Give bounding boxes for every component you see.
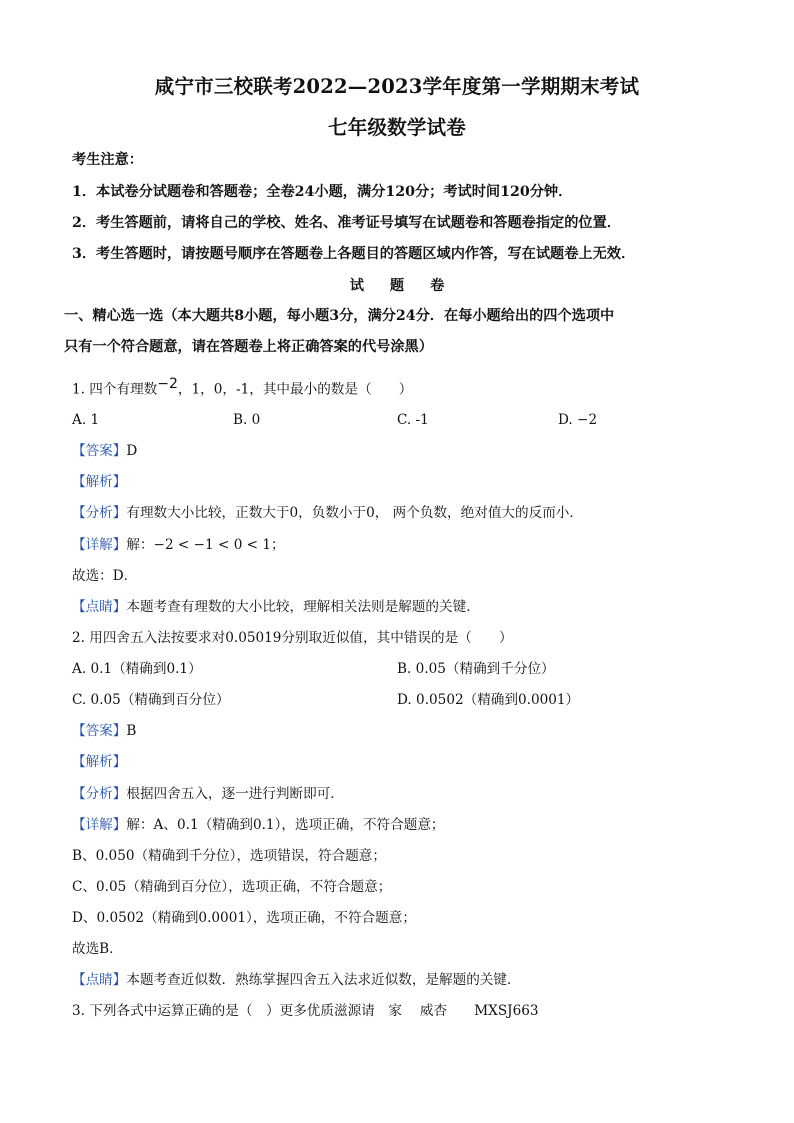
q2-fenxi-tag: 【分析】 xyxy=(72,786,127,802)
q1-option-a: A. 1 xyxy=(72,412,100,428)
q2-option-d: D. 0.0502（精确到0.0001） xyxy=(397,692,580,708)
q2-xiangjie-tag: 【详解】 xyxy=(72,817,127,833)
notice-item-2: 2．考生答题前，请将自己的学校、姓名、准考证号填写在试题卷和答题卷指定的位置． xyxy=(72,215,621,231)
q1-stem-suffix: ，1，0，-1，其中最小的数是（ ） xyxy=(177,381,413,398)
q1-conclusion: 故选：D． xyxy=(72,568,138,584)
q2-xiangjie-text: 解：A、0.1（精确到0.1），选项正确，不符合题意； xyxy=(126,817,445,833)
q2-analysis-label: 【解析】 xyxy=(72,754,127,770)
section-label-char-2: 题 xyxy=(389,278,405,294)
q1-option-c: C. -1 xyxy=(397,412,429,428)
q1-option-d: D. −2 xyxy=(558,412,598,428)
notice-item-1: 1．本试卷分试题卷和答题卷；全卷24小题，满分120分；考试时间120分钟． xyxy=(72,184,573,200)
q2-answer-value: B xyxy=(126,723,137,739)
q2-option-b: B. 0.05（精确到千分位） xyxy=(397,661,555,677)
q1-analysis-label: 【解析】 xyxy=(72,474,127,490)
q2-fenxi xyxy=(72,784,344,804)
exam-subtitle: 七年级数学试卷 xyxy=(328,116,466,139)
q1-dianjing xyxy=(72,597,480,617)
q2-line-d: D、0.0502（精确到0.0001），选项正确，不符合题意； xyxy=(72,910,416,926)
q2-conclusion: 故选B． xyxy=(72,941,123,957)
q1-option-b: B. 0 xyxy=(233,412,261,428)
q1-answer-value: D xyxy=(126,443,138,459)
q1-xiangjie-tag: 【详解】 xyxy=(72,537,127,553)
section-label-char-3: 卷 xyxy=(430,278,445,294)
q2-analysis-tag xyxy=(72,752,126,772)
q3-stem: 3. 下列各式中运算正确的是（ ）更多优质滋源请 家 威杏 MXSJ663 xyxy=(72,1003,539,1019)
notice-heading: 考生注意： xyxy=(72,152,143,168)
q1-stem-prefix: 1. 四个有理数 xyxy=(72,381,158,398)
section-label-char-1: 试 xyxy=(349,278,364,294)
q2-line-b: B、0.050（精确到千分位），选项错误，符合题意； xyxy=(72,848,386,864)
q2-xiangjie xyxy=(72,815,445,835)
q1-answer-tag: 【答案】 xyxy=(72,443,127,459)
q2-answer xyxy=(72,721,136,741)
q1-stem xyxy=(72,374,412,400)
part1-instructions-line1: 一、精心选一选（本大题共8小题，每小题3分，满分24分．在每小题给出的四个选项中 xyxy=(64,308,615,324)
q1-stem-number: −2 xyxy=(157,376,178,392)
q1-fenxi-tag: 【分析】 xyxy=(72,505,127,521)
q1-xiangjie-text: 解：−2 < −1 < 0 < 1； xyxy=(126,537,285,553)
q2-stem: 2. 用四舍五入法按要求对0.05019分别取近似值，其中错误的是（ ） xyxy=(72,630,513,646)
part1-instructions-line2: 只有一个符合题意，请在答题卷上将正确答案的代号涂黑） xyxy=(64,339,433,355)
q1-fenxi-text: 有理数大小比较，正数大于0，负数小于0， 两个负数，绝对值大的反而小． xyxy=(126,505,583,521)
q2-option-c: C. 0.05（精确到百分位） xyxy=(72,692,230,708)
q2-line-c: C、0.05（精确到百分位），选项正确，不符合题意； xyxy=(72,879,392,895)
q1-dianjing-text: 本题考查有理数的大小比较，理解相关法则是解题的关键． xyxy=(126,599,480,615)
q2-answer-tag: 【答案】 xyxy=(72,723,127,739)
q1-answer xyxy=(72,441,137,461)
notice-item-3: 3．考生答题时，请按题号顺序在答题卷上各题目的答题区域内作答，写在试题卷上无效． xyxy=(72,246,636,262)
q1-xiangjie xyxy=(72,535,285,555)
q1-analysis-tag xyxy=(72,472,126,492)
exam-title: 咸宁市三校联考2022—2023学年度第一学期期末考试 xyxy=(154,75,640,98)
q2-dianjing xyxy=(72,970,521,990)
q2-option-a: A. 0.1（精确到0.1） xyxy=(72,661,202,677)
q2-dianjing-tag: 【点睛】 xyxy=(72,972,127,988)
q2-dianjing-text: 本题考查近似数．熟练掌握四舍五入法求近似数，是解题的关键． xyxy=(126,972,521,988)
q2-fenxi-text: 根据四舍五入，逐一进行判断即可． xyxy=(126,786,344,802)
q1-fenxi xyxy=(72,503,583,523)
q1-dianjing-tag: 【点睛】 xyxy=(72,599,127,615)
section-label xyxy=(0,275,794,295)
